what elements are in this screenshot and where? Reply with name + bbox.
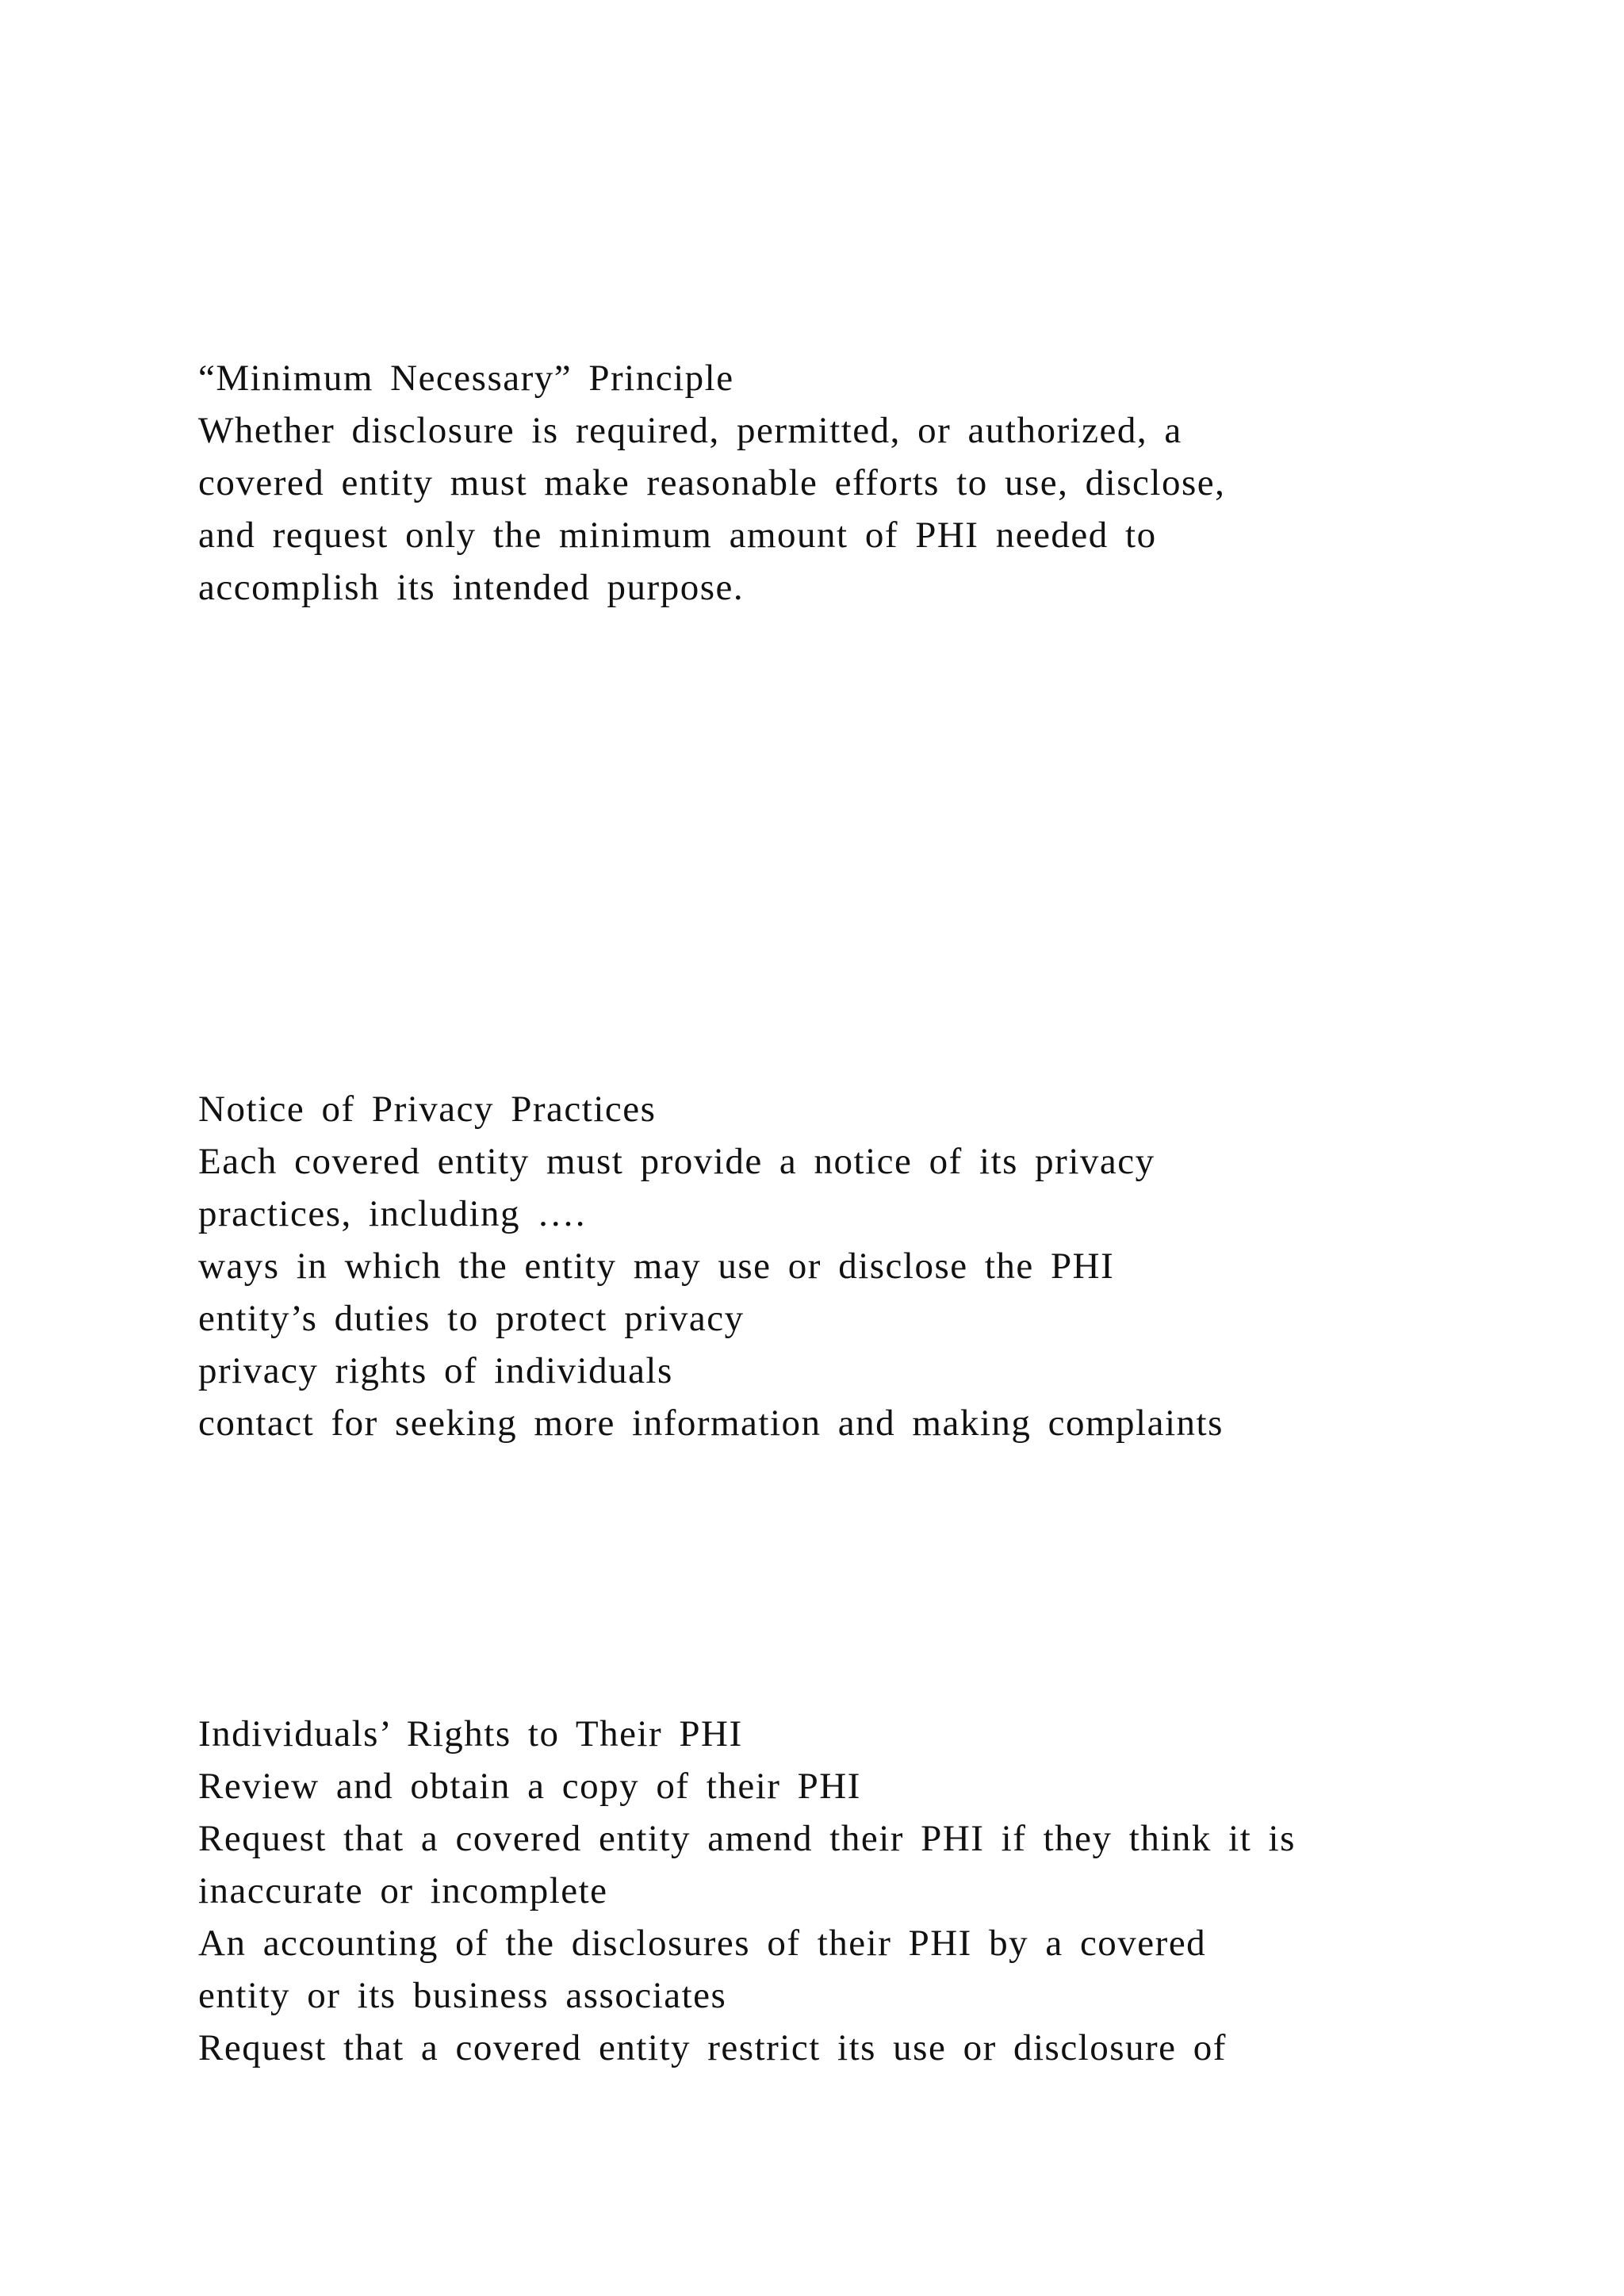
paragraph-line: and request only the minimum amount of PHI needed to — [198, 515, 1157, 556]
list-item: An accounting of the disclosures of their PHI by a covered — [198, 1923, 1207, 1964]
list-item: entity’s duties to protect privacy — [198, 1298, 745, 1339]
paragraph-line: Each covered entity must provide a notice of its privacy — [198, 1141, 1155, 1182]
section-minimum-necessary — [198, 352, 1562, 614]
paragraph-line: covered entity must make reasonable efforts to use, disclose, — [198, 462, 1226, 503]
paragraph-line: practices, including …. — [198, 1193, 587, 1234]
list-item: entity or its business associates — [198, 1975, 727, 2016]
list-item: Request that a covered entity amend their PHI if they think it is — [198, 1818, 1296, 1859]
paragraph-line: Whether disclosure is required, permitted, or authorized, a — [198, 410, 1182, 451]
list-item: privacy rights of individuals — [198, 1350, 673, 1391]
section-notice-of-privacy-practices — [198, 1083, 1562, 1449]
section-individuals-rights — [198, 1708, 1562, 2074]
list-item: contact for seeking more information and making complaints — [198, 1402, 1224, 1444]
section-heading: “Minimum Necessary” Principle — [198, 358, 734, 399]
list-item: Request that a covered entity restrict its use or disclosure of — [198, 2027, 1227, 2068]
list-item: inaccurate or incomplete — [198, 1870, 608, 1911]
list-item: Review and obtain a copy of their PHI — [198, 1766, 861, 1807]
paragraph-line: accomplish its intended purpose. — [198, 567, 745, 608]
section-heading: Individuals’ Rights to Their PHI — [198, 1713, 743, 1755]
list-item: ways in which the entity may use or disclose the PHI — [198, 1246, 1115, 1287]
section-heading: Notice of Privacy Practices — [198, 1089, 657, 1130]
